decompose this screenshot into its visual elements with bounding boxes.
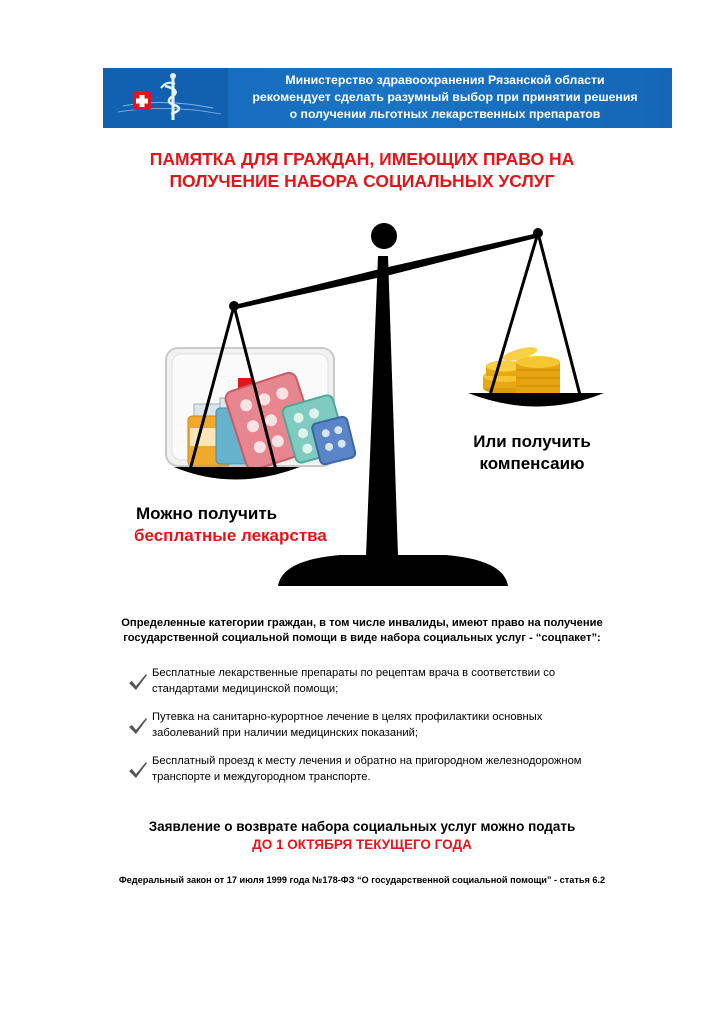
law-reference: Федеральный закон от 17 июля 1999 года №178-ФЗ “О государственной социальной помощи” - статья 6.2 (118, 875, 606, 885)
list-item-line: транспорте и междугородном транспорте. (152, 770, 371, 783)
title-line: ПАМЯТКА ДЛЯ ГРАЖДАН, ИМЕЮЩИХ ПРАВО НА (149, 149, 575, 169)
list-item-line: Бесплатный проезд к месту лечения и обратно на пригородном железнодорожном (152, 755, 582, 767)
notice-line: Заявление о возврате набора социальных услуг можно подать (148, 819, 576, 834)
list-item-line: Бесплатные лекарственные препараты по рецептам врача в соответствии со (152, 667, 556, 679)
list-item-line: стандартами медицинской помощи; (152, 682, 339, 695)
list-item (128, 710, 648, 741)
list-item-line: заболеваний при наличии медицинских показаний; (152, 726, 418, 739)
notice-deadline: ДО 1 ОКТЯБРЯ ТЕКУЩЕГО ГОДА (252, 837, 472, 852)
compensation-label-line: компенсаию (479, 454, 585, 473)
application-notice (0, 818, 724, 854)
intro-line: Определенные категории граждан, в том числе инвалиды, имеют право на получение (121, 617, 603, 629)
checkmark-icon (128, 761, 148, 779)
services-list (128, 666, 648, 798)
free-medicine-label (134, 503, 327, 547)
free-medicine-label-line: Можно получить (136, 504, 278, 523)
intro-line: государственной социальной помощи в виде набора социальных услуг - “соцпакет”: (123, 632, 601, 644)
left-pan (174, 467, 300, 480)
intro-text (100, 616, 624, 646)
list-item (128, 666, 648, 697)
banner-line: рекомендует сделать разумный выбор при принятии решения (252, 90, 638, 104)
list-item (128, 754, 648, 785)
title-line: ПОЛУЧЕНИЕ НАБОРА СОЦИАЛЬНЫХ УСЛУГ (169, 171, 555, 191)
banner-line: о получении льготных лекарственных препаратов (289, 107, 601, 121)
scale-pole (366, 256, 398, 556)
coins-icon (483, 345, 560, 399)
compensation-label (456, 431, 608, 475)
checkmark-icon (128, 717, 148, 735)
scale-base (278, 555, 508, 586)
list-item-line: Путевка на санитарно-курортное лечение в целях профилактики основных (152, 711, 543, 723)
right-pan (468, 393, 604, 407)
banner-line: Министерство здравоохранения Рязанской области (285, 73, 605, 87)
compensation-label-line: Или получить (473, 432, 591, 451)
scale-knob (371, 223, 397, 249)
checkmark-icon (128, 673, 148, 691)
free-medicine-label-line: бесплатные лекарства (134, 526, 327, 545)
